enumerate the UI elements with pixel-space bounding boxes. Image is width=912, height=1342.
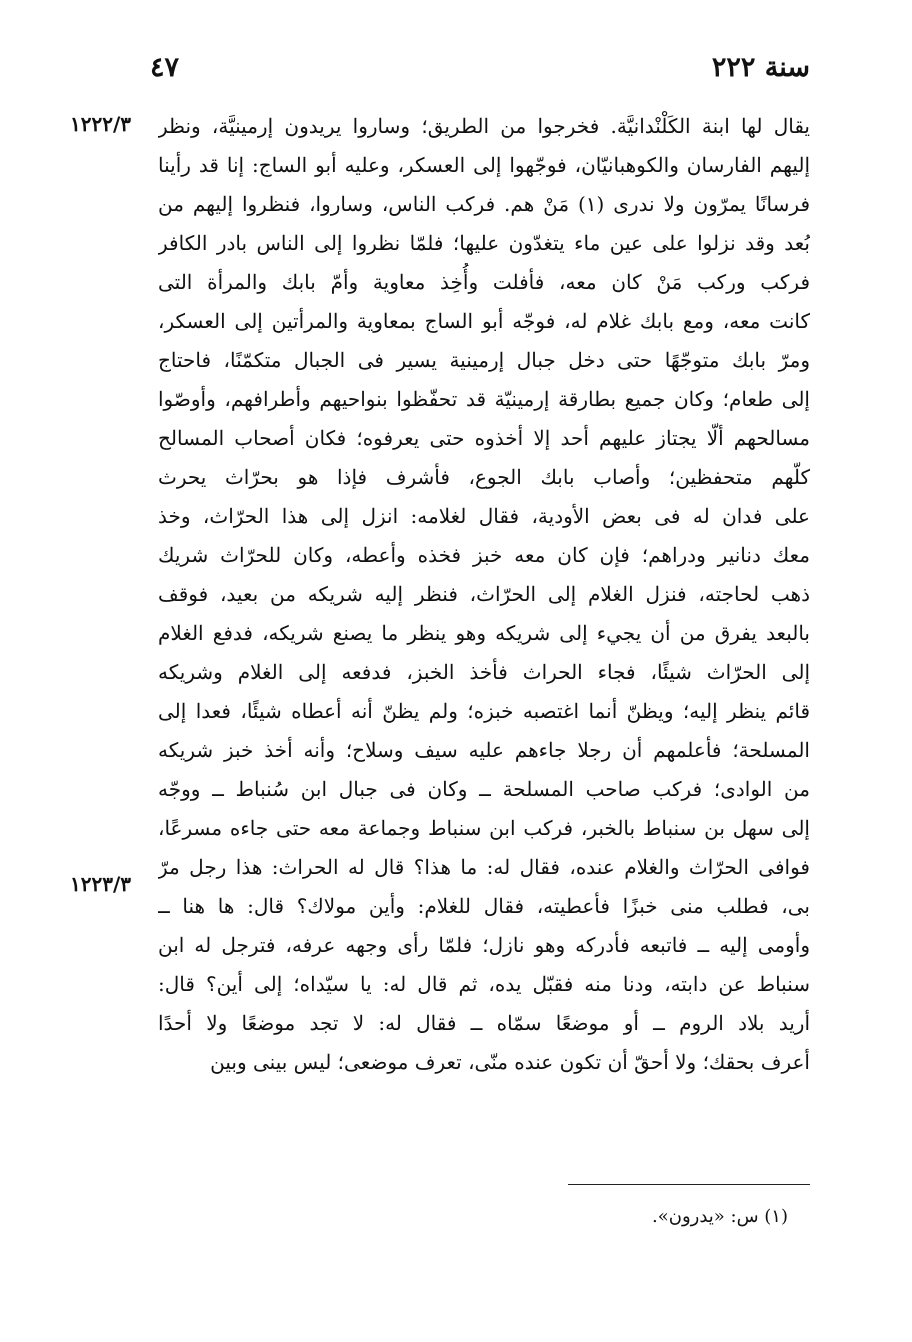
text-line: إلى طعام؛ وكان جميع بطارقة إرمينيّة قد تحفّظوا بنواحيهم وأطرافهم، وأوصّوا <box>158 387 810 411</box>
text-line: المسلحة؛ فأعلمهم أن رجلا جاءهم عليه سيف وسلاح؛ وأنه أخذ خبز شريكه <box>158 738 810 762</box>
text-line: يقال لها ابنة الكَلْنْدانيَّة. فخرجوا من الطريق؛ وساروا يريدون إرمينيَّة، ونظر <box>158 114 810 138</box>
text-line: فوافى الحرّاث والغلام عنده، فقال له: ما هذا؟ قال له الحراث: هذا رجل مرّ <box>158 855 810 879</box>
margin-note-second: ١٢٢٣/٣ <box>70 872 132 896</box>
text-line: فركب وركب مَنْ كان معه، فأفلت وأُخِذ معاوية وأمّ بابك والمرأة التى <box>158 270 810 294</box>
text-line: إلى الحرّاث شيئًا، فجاء الحراث فأخذ الخبز، فدفعه إلى الغلام وشريكه <box>158 660 810 684</box>
body-text <box>158 107 810 1082</box>
text-line: بى، فطلب منى خبزًا فأعطيته، فقال للغلام: وأين مولاك؟ قال: ها هنا ــ <box>158 894 810 918</box>
text-line: ومرّ بابك متوجّهًا حتى دخل جبال إرمينية يسير فى الجبال متكمّنًا، فاحتاج <box>158 348 810 372</box>
footnote-divider <box>568 1184 810 1185</box>
text-line: بالبعد يفرق من أن يجيء إلى شريكه وهو ينظر ما يصنع شريكه، فدفع الغلام <box>158 621 810 645</box>
text-line: ذهب لحاجته، فنزل الغلام إلى الحرّاث، فنظر إليه شريكه من بعيد، فوقف <box>158 582 810 606</box>
page-number: ٤٧ <box>150 52 180 83</box>
text-line: بُعد وقد نزلوا على عين ماء يتغدّون عليها؛ فلمّا نظروا إلى الناس بادر الكافر <box>158 231 810 255</box>
text-line: كانت معه، ومع بابك غلام له، فوجّه أبو الساج بمعاوية والمرأتين إلى العسكر، <box>158 309 810 333</box>
text-line: إليهم الفارسان والكوهبانيّان، فوجّهوا إلى العسكر، وعليه أبو الساج: إنا قد رأينا <box>158 153 810 177</box>
text-line: سنباط عن دابته، ودنا منه فقبّل يده، ثم قال له: يا سيّداه؛ إلى أين؟ قال: <box>158 972 810 996</box>
text-line: إلى سهل بن سنباط بالخبر، فركب ابن سنباط وجماعة معه حتى جاءه مسرعًا، <box>158 816 810 840</box>
text-line: وأومى إليه ــ فاتبعه فأدركه وهو نازل؛ فلمّا رأى وجهه عرفه، فترجل له ابن <box>158 933 810 957</box>
text-line: أريد بلاد الروم ــ أو موضعًا سمّاه ــ فقال له: لا تجد موضعًا ولا أحدًا <box>158 1011 810 1035</box>
text-line: معك دنانير ودراهم؛ فإن كان معه خبز فخذه وأعطه، وكان للحرّاث شريك <box>158 543 810 567</box>
footnote: (١) س: «يدرون». <box>651 1206 788 1227</box>
page-header <box>150 52 810 92</box>
text-line: كلّهم متحفظين؛ وأصاب بابك الجوع، فأشرف فإذا هو بحرّاث يحرث <box>158 465 810 489</box>
margin-note-first: ١٢٢٢/٣ <box>70 112 132 136</box>
text-line: على فدان له فى بعض الأودية، فقال لغلامه: انزل إلى هذا الحرّاث، وخذ <box>158 504 810 528</box>
text-line: مسالحهم ألّا يجتاز عليهم أحد إلا أخذوه حتى يعرفوه؛ فكان أصحاب المسالح <box>158 426 810 450</box>
text-line: أعرف بحقك؛ ولا أحقّ أن تكون عنده منّى، تعرف موضعى؛ ليس بينى وبين <box>210 1050 810 1074</box>
text-line: قائم ينظر إليه؛ ويظنّ أنما اغتصبه خبزه؛ ولم يظنّ أنه أعطاه شيئًا، فعدا إلى <box>158 699 810 723</box>
text-line: فرسانًا يمرّون ولا ندرى (١) مَنْ هم. فركب الناس، وساروا، فنظروا إليهم من <box>158 192 810 216</box>
year-label: سنة ٢٢٢ <box>711 52 810 83</box>
text-line: من الوادى؛ فركب صاحب المسلحة ــ وكان فى جبال ابن سُنباط ــ ووجّه <box>158 777 810 801</box>
